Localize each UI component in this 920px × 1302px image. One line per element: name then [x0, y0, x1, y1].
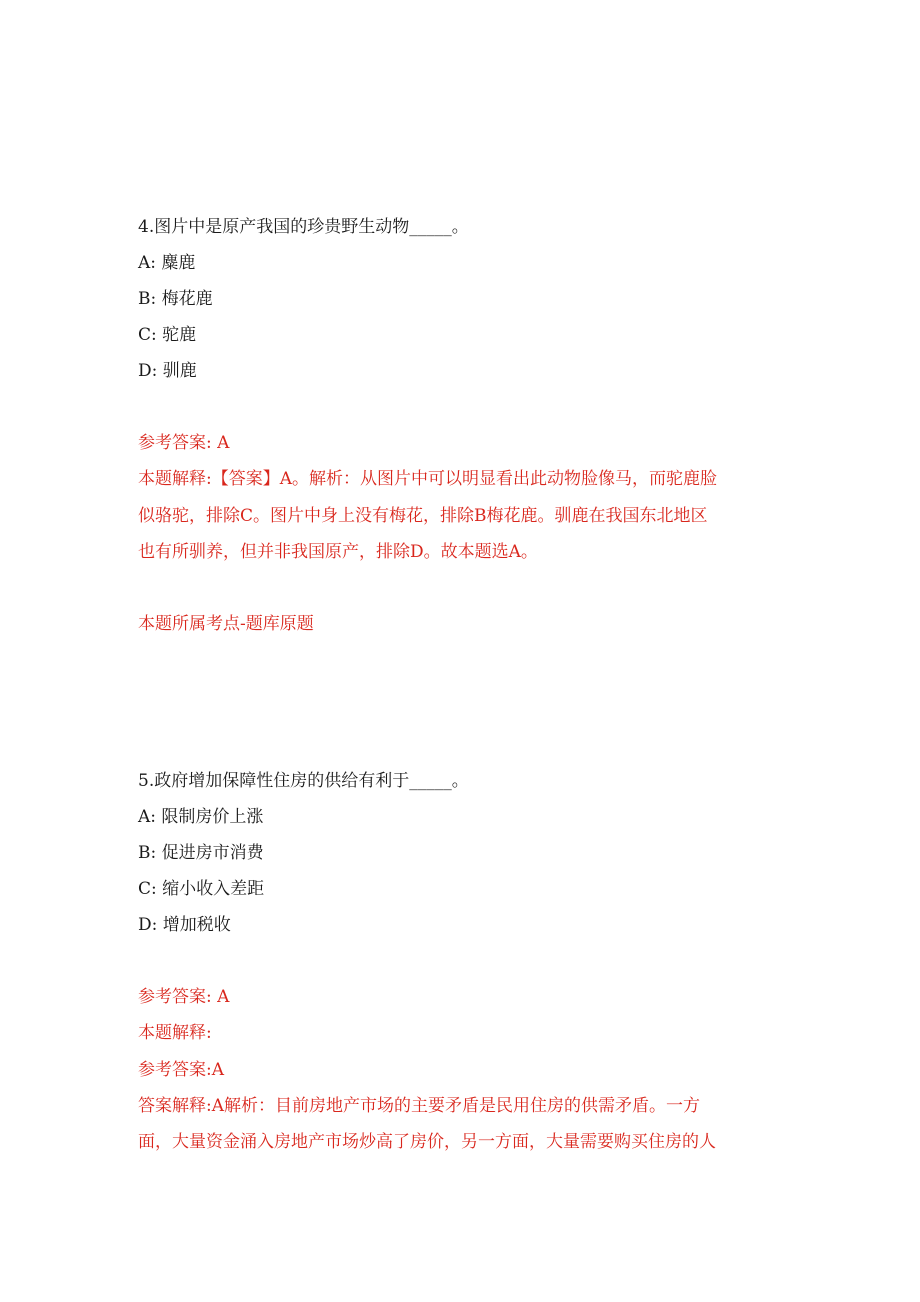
question-4-explanation-line: 也有所驯养，但并非我国原产，排除D。故本题选A。: [138, 542, 538, 562]
question-4-explanation-line: 本题解释:【答案】A。解析：从图片中可以明显看出此动物脸像马，而驼鹿脸: [138, 469, 718, 489]
question-4-answer: 参考答案: A: [138, 433, 230, 453]
question-5-option-c: C: 缩小收入差距: [138, 879, 265, 899]
question-4-option-c: C: 驼鹿: [138, 325, 197, 345]
question-5-option-b: B: 促进房市消费: [138, 843, 264, 863]
question-4-option-b: B: 梅花鹿: [138, 289, 213, 309]
question-4-text: 4.图片中是原产我国的珍贵野生动物_____。: [138, 217, 469, 237]
question-5-option-a: A: 限制房价上涨: [138, 807, 264, 827]
question-4-option-d: D: 驯鹿: [138, 361, 197, 381]
question-4-option-a: A: 麋鹿: [138, 253, 196, 273]
question-5-explanation-line: 面，大量资金涌入房地产市场炒高了房价，另一方面，大量需要购买住房的人: [138, 1132, 716, 1152]
question-5-text: 5.政府增加保障性住房的供给有利于_____。: [138, 771, 469, 791]
question-5-option-d: D: 增加税收: [138, 915, 231, 935]
question-4-topic: 本题所属考点-题库原题: [138, 614, 314, 634]
question-5-explanation-label: 本题解释:: [138, 1023, 212, 1043]
question-4-explanation-line: 似骆驼，排除C。图片中身上没有梅花，排除B梅花鹿。驯鹿在我国东北地区: [138, 506, 708, 526]
question-5-explanation-line: 答案解释:A解析：目前房地产市场的主要矛盾是民用住房的供需矛盾。一方: [138, 1096, 701, 1116]
question-5-answer-repeat: 参考答案:A: [138, 1060, 225, 1080]
question-5-answer: 参考答案: A: [138, 987, 230, 1007]
